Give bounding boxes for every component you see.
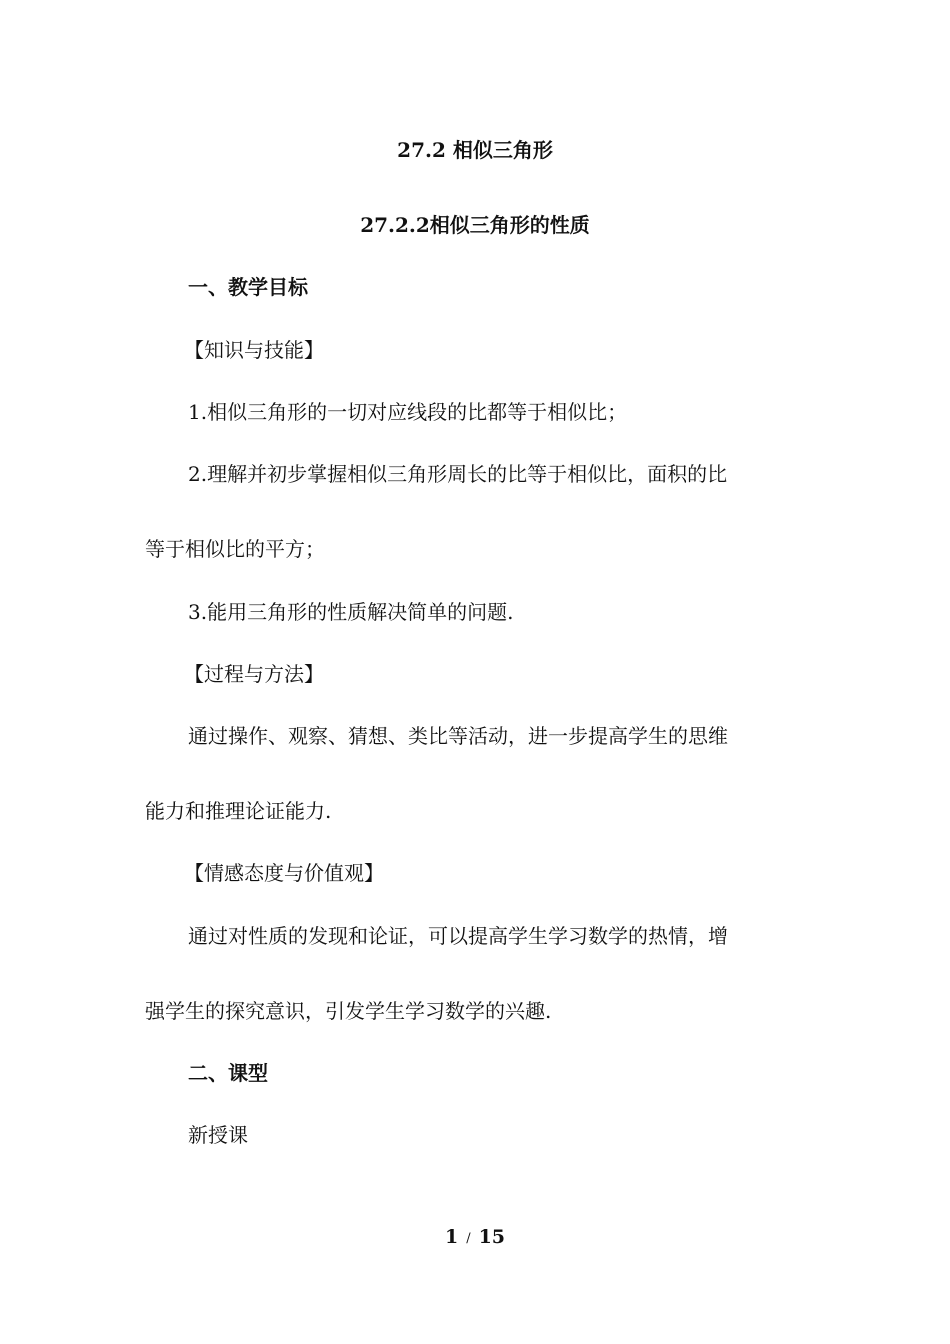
- page-number-footer: [0, 1224, 950, 1253]
- document-subtitle: 27.2.2相似三角形的性质: [360, 213, 590, 237]
- knowledge-item-2-line-1: 2.理解并初步掌握相似三角形周长的比等于相似比，面积的比: [188, 462, 728, 486]
- section-heading-objectives: 一、教学目标: [188, 275, 308, 299]
- subheading-knowledge-skills: 【知识与技能】: [184, 338, 324, 362]
- subheading-process-methods: 【过程与方法】: [184, 662, 324, 686]
- subheading-emotion-values: 【情感态度与价值观】: [184, 861, 384, 885]
- section-heading-lesson-type: 二、课型: [188, 1061, 268, 1085]
- knowledge-item-2-line-2: 等于相似比的平方；: [145, 537, 325, 561]
- document-title: 27.2 相似三角形: [397, 138, 553, 162]
- process-paragraph-line-2: 能力和推理论证能力.: [145, 799, 332, 823]
- emotion-paragraph-line-2: 强学生的探究意识，引发学生学习数学的兴趣.: [145, 999, 552, 1023]
- knowledge-item-3: 3.能用三角形的性质解决简单的问题.: [188, 600, 514, 624]
- current-page-number: 1: [444, 1226, 459, 1248]
- emotion-paragraph-line-1: 通过对性质的发现和论证，可以提高学生学习数学的热情，增: [188, 924, 728, 948]
- page-separator: /: [466, 1231, 471, 1246]
- knowledge-item-1: 1.相似三角形的一切对应线段的比都等于相似比；: [188, 400, 628, 424]
- total-page-count: 15: [478, 1226, 506, 1248]
- lesson-type-value: 新授课: [188, 1123, 248, 1147]
- process-paragraph-line-1: 通过操作、观察、猜想、类比等活动，进一步提高学生的思维: [188, 724, 728, 748]
